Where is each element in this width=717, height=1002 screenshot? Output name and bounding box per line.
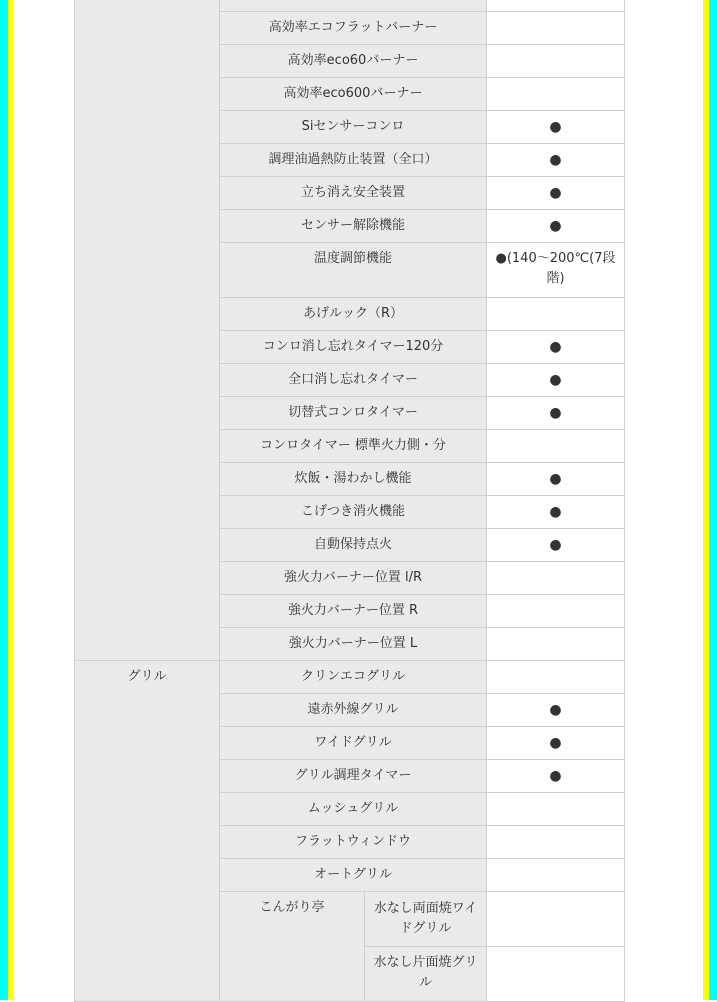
feature-name: ムッシュグリル bbox=[220, 793, 487, 826]
feature-name: 強火力バーナー位置 R bbox=[220, 595, 487, 628]
feature-name: コンロ消し忘れタイマー120分 bbox=[220, 331, 487, 364]
feature-value bbox=[487, 595, 625, 628]
feature-value bbox=[487, 78, 625, 111]
right-cyan-border bbox=[709, 0, 717, 1000]
feature-value: ● bbox=[487, 210, 625, 243]
feature-value: ● bbox=[487, 463, 625, 496]
feature-value bbox=[487, 947, 625, 1002]
feature-value: ● bbox=[487, 331, 625, 364]
feature-name: 遠赤外線グリル bbox=[220, 694, 487, 727]
left-yellow-border bbox=[8, 0, 14, 1000]
left-cyan-border bbox=[0, 0, 8, 1000]
feature-name: 立ち消え安全装置 bbox=[220, 177, 487, 210]
feature-value: ● bbox=[487, 364, 625, 397]
feature-value: ● bbox=[487, 760, 625, 793]
feature-name: 強火力バーナー位置 l/R bbox=[220, 562, 487, 595]
feature-name: 水なし両面焼ワイドグリル bbox=[365, 892, 487, 947]
feature-value bbox=[487, 45, 625, 78]
feature-value: ● bbox=[487, 496, 625, 529]
feature-value: ●(140～200℃(7段階) bbox=[487, 243, 625, 298]
feature-value: ● bbox=[487, 397, 625, 430]
table-row bbox=[75, 661, 625, 694]
feature-value bbox=[487, 430, 625, 463]
feature-name: 強火力バーナー位置 L bbox=[220, 628, 487, 661]
feature-name: 温度調節機能 bbox=[220, 243, 487, 298]
feature-value: ● bbox=[487, 529, 625, 562]
feature-name: Siセンサーコンロ bbox=[220, 111, 487, 144]
feature-value: ● bbox=[487, 111, 625, 144]
feature-name: 炊飯・湯わかし機能 bbox=[220, 463, 487, 496]
feature-value bbox=[487, 562, 625, 595]
feature-value bbox=[487, 859, 625, 892]
feature-name: 高効率eco600バーナー bbox=[220, 78, 487, 111]
feature-value: ● bbox=[487, 144, 625, 177]
feature-name: オートグリル bbox=[220, 859, 487, 892]
feature-name: 切替式コンロタイマー bbox=[220, 397, 487, 430]
feature-name: 自動保持点火 bbox=[220, 529, 487, 562]
feature-name: センサー解除機能 bbox=[220, 210, 487, 243]
feature-name: 高効率eco60バーナー bbox=[220, 45, 487, 78]
feature-name: 調理油過熱防止装置（全口） bbox=[220, 144, 487, 177]
spec-table bbox=[74, 0, 625, 1002]
feature-name: グリル調理タイマー bbox=[220, 760, 487, 793]
feature-value bbox=[487, 661, 625, 694]
feature-name bbox=[220, 0, 487, 12]
feature-value bbox=[487, 12, 625, 45]
feature-value bbox=[487, 793, 625, 826]
feature-name: こげつき消火機能 bbox=[220, 496, 487, 529]
feature-name: フラットウィンドウ bbox=[220, 826, 487, 859]
feature-value: ● bbox=[487, 694, 625, 727]
subcategory-cell: こんがり亭 bbox=[220, 892, 365, 1002]
feature-name: コンロタイマー 標準火力側・分 bbox=[220, 430, 487, 463]
feature-name: 水なし片面焼グリル bbox=[365, 947, 487, 1002]
feature-value bbox=[487, 0, 625, 12]
feature-value bbox=[487, 892, 625, 947]
feature-name: クリンエコグリル bbox=[220, 661, 487, 694]
feature-name: 高効率エコフラットバーナー bbox=[220, 12, 487, 45]
feature-value bbox=[487, 298, 625, 331]
feature-value: ● bbox=[487, 177, 625, 210]
feature-value: ● bbox=[487, 727, 625, 760]
feature-name: 全口消し忘れタイマー bbox=[220, 364, 487, 397]
table-row bbox=[75, 0, 625, 12]
feature-name: ワイドグリル bbox=[220, 727, 487, 760]
feature-value bbox=[487, 826, 625, 859]
category-cell-grill: グリル bbox=[75, 661, 220, 1002]
feature-value bbox=[487, 628, 625, 661]
feature-name: あげルック（R） bbox=[220, 298, 487, 331]
category-cell-stove bbox=[75, 0, 220, 661]
